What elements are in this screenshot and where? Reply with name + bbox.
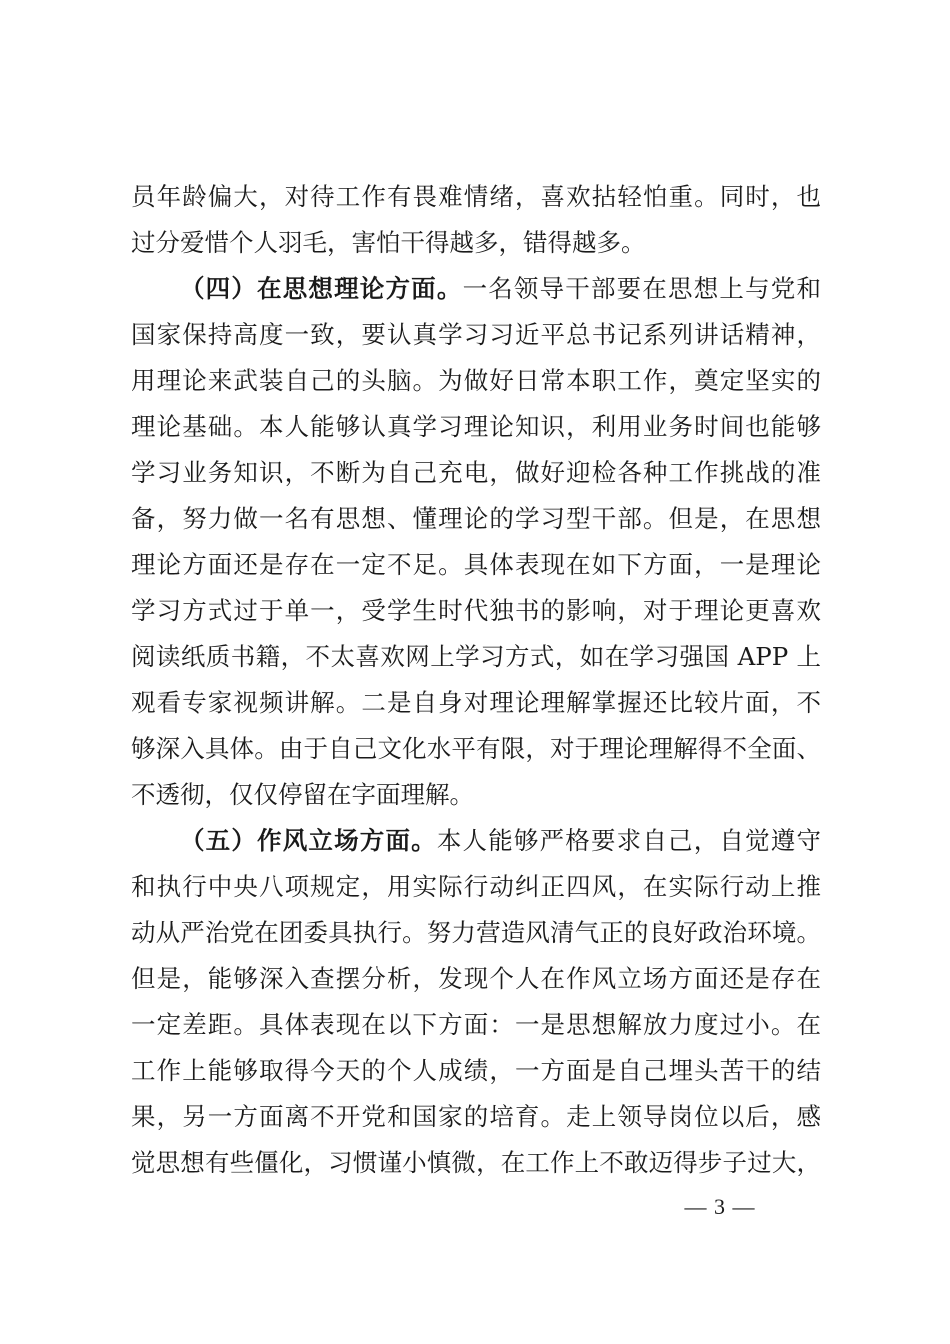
text-line: 不透彻，仅仅停留在字面理解。 <box>131 780 474 809</box>
text-line: 够深入具体。由于自己文化水平有限，对于理论理解得不全面、 <box>131 734 821 763</box>
page-number: — 3 — <box>684 1194 756 1219</box>
text-line: 果，另一方面离不开党和国家的培育。走上领导岗位以后，感 <box>131 1102 821 1131</box>
text-line: 理论基础。本人能够认真学习理论知识，利用业务时间也能够 <box>131 412 821 441</box>
section-5-first-line <box>131 818 821 864</box>
text-line: 工作上能够取得今天的个人成绩，一方面是自己埋头苦干的结 <box>131 1056 821 1085</box>
text-line: 员年龄偏大，对待工作有畏难情绪，喜欢拈轻怕重。同时，也 <box>131 182 821 211</box>
text-line: 动从严治党在团委具执行。努力营造风清气正的良好政治环境。 <box>131 918 821 947</box>
text-line: 学习方式过于单一，受学生时代独书的影响，对于理论更喜欢 <box>131 596 821 625</box>
text-line: 过分爱惜个人羽毛，害怕干得越多，错得越多。 <box>131 228 646 257</box>
section-5-lead: 本人能够严格要求自己，自觉遵守 <box>436 826 821 855</box>
text-line: 国家保持高度一致，要认真学习习近平总书记系列讲话精神， <box>131 320 821 349</box>
page-number-footer <box>0 1194 950 1220</box>
section-4-first-line <box>131 266 821 312</box>
text-line: 觉思想有些僵化，习惯谨小慎微，在工作上不敢迈得步子过大， <box>131 1148 821 1177</box>
text-line: 学习业务知识，不断为自己充电，做好迎检各种工作挑战的准 <box>131 458 821 487</box>
text-line: 备，努力做一名有思想、懂理论的学习型干部。但是，在思想 <box>131 504 821 533</box>
text-line: 阅读纸质书籍，不太喜欢网上学习方式，如在学习强国 APP 上 <box>131 642 821 671</box>
text-line: 但是，能够深入查摆分析，发现个人在作风立场方面还是存在 <box>131 964 821 993</box>
text-line: 用理论来武装自己的头脑。为做好日常本职工作，奠定坚实的 <box>131 366 821 395</box>
body-text <box>131 174 821 1186</box>
section-5-heading: （五）作风立场方面。 <box>180 826 437 855</box>
text-line: 一定差距。具体表现在以下方面：一是思想解放力度过小。在 <box>131 1010 821 1039</box>
text-line: 和执行中央八项规定，用实际行动纠正四风，在实际行动上推 <box>131 872 821 901</box>
section-4-heading: （四）在思想理论方面。 <box>180 274 463 303</box>
text-line: 观看专家视频讲解。二是自身对理论理解掌握还比较片面，不 <box>131 688 821 717</box>
text-line: 理论方面还是存在一定不足。具体表现在如下方面，一是理论 <box>131 550 821 579</box>
section-4-lead: 一名领导干部要在思想上与党和 <box>462 274 821 303</box>
